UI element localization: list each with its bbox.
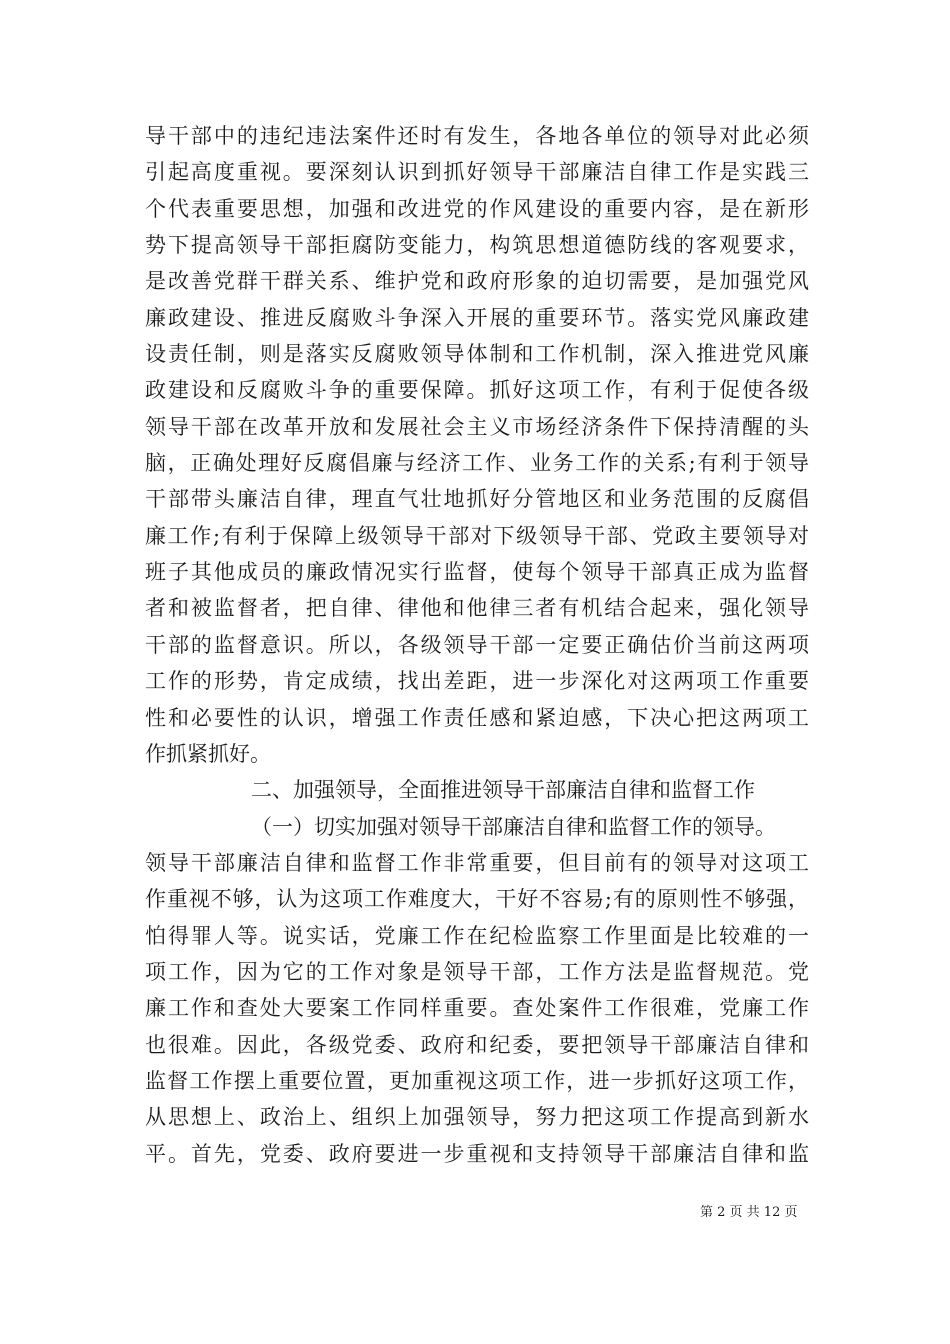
body-line: 工作的形势，肯定成绩，找出差距，进一步深化对这两项工作重要 [145,669,809,694]
body-line: 干部的监督意识。所以，各级领导干部一定要正确估价当前这两项 [145,632,809,657]
body-line: 设责任制，则是落实反腐败领导体制和工作机制，深入推进党风廉 [145,342,809,367]
body-line: 性和必要性的认识，增强工作责任感和紧迫感，下决心把这两项工 [145,705,809,730]
body-line: 势下提高领导干部拒腐防变能力，构筑思想道德防线的客观要求， [145,233,809,258]
body-line: 监督工作摆上重要位置，更加重视这项工作，进一步抓好这项工作， [145,1068,809,1093]
body-line: 脑，正确处理好反腐倡廉与经济工作、业务工作的关系;有利于领导 [145,451,809,476]
body-line: 是改善党群干群关系、维护党和政府形象的迫切需要，是加强党风 [145,269,809,294]
body-line: 引起高度重视。要深刻认识到抓好领导干部廉洁自律工作是实践三 [145,160,809,185]
body-line: 干部带头廉洁自律，理直气壮地抓好分管地区和业务范围的反腐倡 [145,487,809,512]
body-line: 怕得罪人等。说实话，党廉工作在纪检监察工作里面是比较难的一 [145,923,809,948]
body-line: 导干部中的违纪违法案件还时有发生，各地各单位的领导对此必须 [145,124,809,148]
body-line: 政建设和反腐败斗争的重要保障。抓好这项工作，有利于促使各级 [145,378,809,403]
body-line: 平。首先，党委、政府要进一步重视和支持领导干部廉洁自律和监 [145,1141,809,1166]
body-line: 廉工作和查处大要案工作同样重要。查处案件工作很难，党廉工作 [145,996,809,1021]
body-line: 领导干部廉洁自律和监督工作非常重要，但目前有的领导对这项工 [145,850,809,875]
body-line: 者和被监督者，把自律、律他和他律三者有机结合起来，强化领导 [145,596,809,621]
body-line: 廉工作;有利于保障上级领导干部对下级领导干部、党政主要领导对 [145,523,809,548]
body-line: 领导干部在改革开放和发展社会主义市场经济条件下保持清醒的头 [145,414,809,439]
body-line: 也很难。因此，各级党委、政府和纪委，要把领导干部廉洁自律和 [145,1032,809,1057]
body-line: 班子其他成员的廉政情况实行监督，使每个领导干部真正成为监督 [145,560,809,585]
body-line: 作抓紧抓好。 [145,741,271,766]
section-heading: 二、加强领导，全面推进领导干部廉洁自律和监督工作 [251,778,755,803]
subsection-heading: （一）切实加强对领导干部廉洁自律和监督工作的领导。 [251,814,776,839]
body-line: 作重视不够，认为这项工作难度大，干好不容易;有的原则性不够强， [145,887,809,912]
body-line: 个代表重要思想，加强和改进党的作风建设的重要内容，是在新形 [145,196,809,221]
document-body [145,118,809,1172]
body-line: 廉政建设、推进反腐败斗争深入开展的重要环节。落实党风廉政建 [145,305,809,330]
page-number: 第 2 页 共 12 页 [700,1205,798,1220]
body-line: 项工作，因为它的工作对象是领导干部，工作方法是监督规范。党 [145,959,809,984]
body-line: 从思想上、政治上、组织上加强领导，努力把这项工作提高到新水 [145,1105,809,1130]
